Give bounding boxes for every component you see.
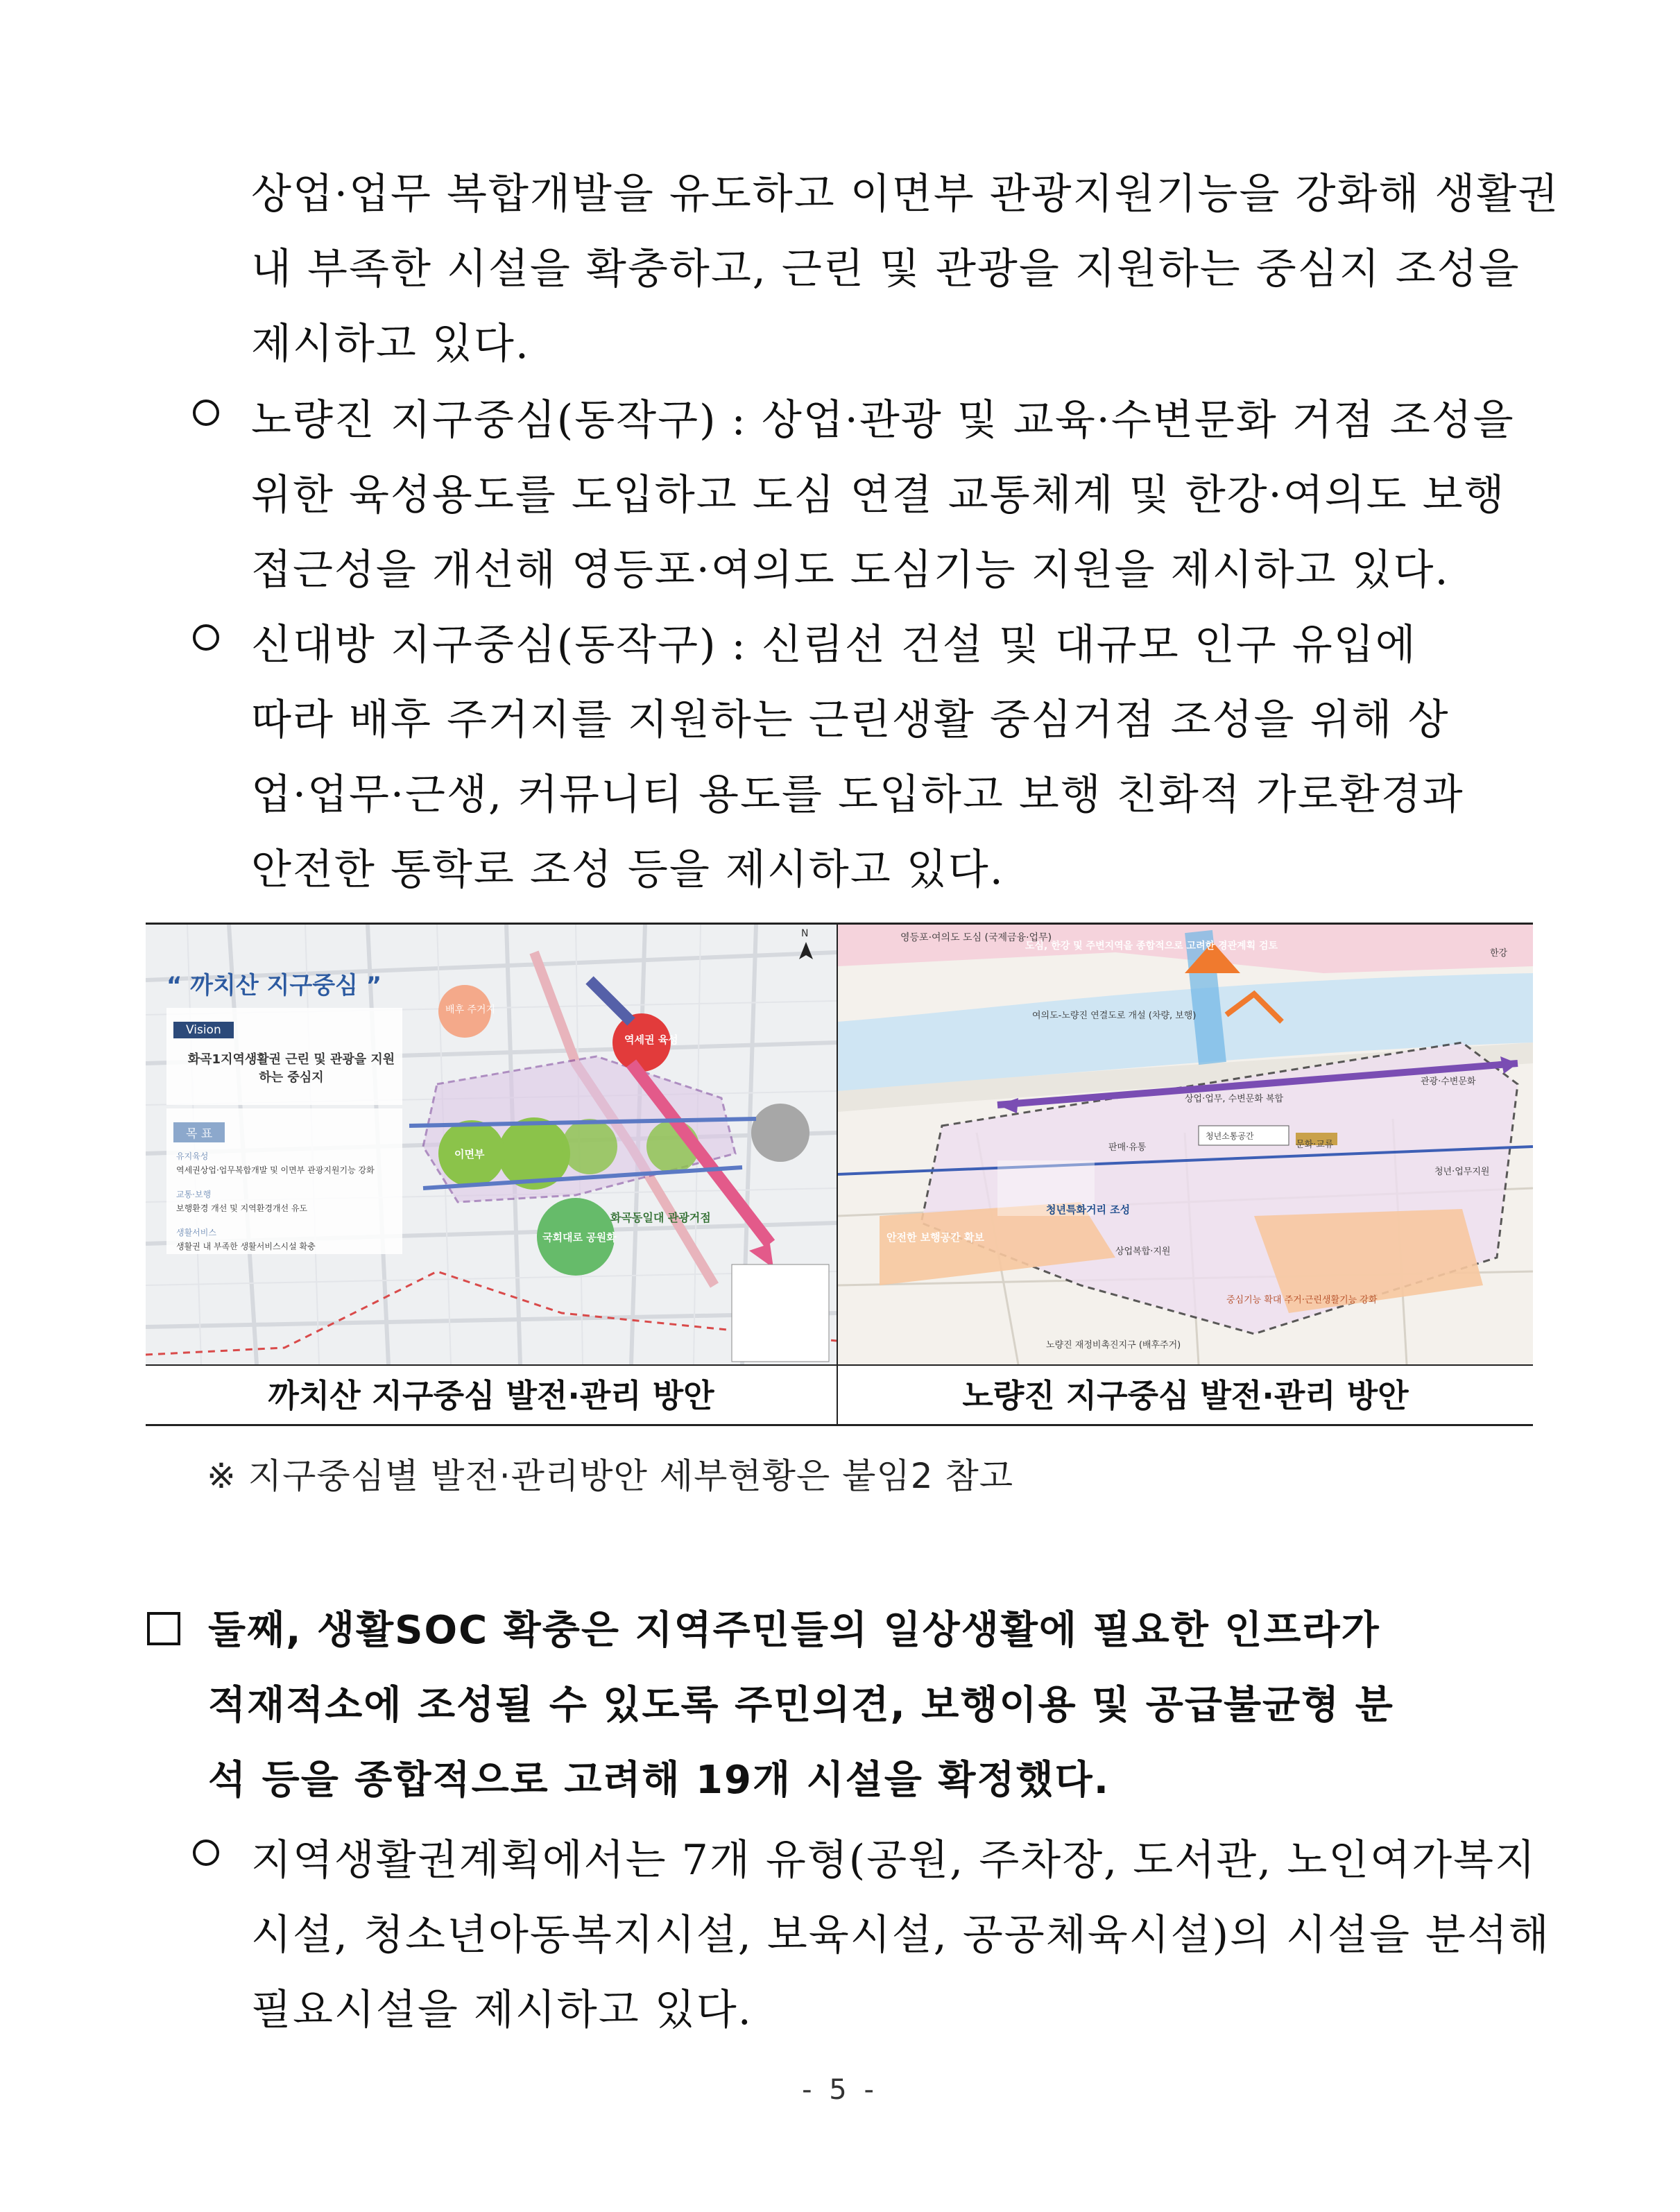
map-label: 여의도-노량진 연결도로 개설 (차량, 보행)	[1032, 1011, 1197, 1021]
text-line: 업·업무·근생, 커뮤니티 용도를 도입하고 보행 친화적 가로환경과	[251, 771, 1464, 819]
node-residential: 배후 주거지	[445, 1004, 496, 1015]
map-label: 노량진 재정비촉진지구 (배후주거)	[1046, 1340, 1181, 1351]
goals-tag: 목 표	[173, 1122, 225, 1142]
figure-table	[146, 923, 1533, 1426]
text-line: 안전한 통학로 조성 등을 제시하고 있다.	[251, 846, 1004, 894]
section-line: 석 등을 종합적으로 고려해 19개 시설을 확정했다.	[208, 1758, 1111, 1803]
vision-text: 화곡1지역생활권 근린 및 관광을 지원하는 중심지	[187, 1052, 395, 1085]
noryangjin-map-graphic	[838, 925, 1533, 1364]
text-line: 신대방 지구중심(동작구) : 신림선 건설 및 대규모 인구 유입에	[251, 621, 1417, 669]
map-label: 판매·유통	[1108, 1142, 1147, 1153]
map-title: “ 까치산 지구중심 ”	[166, 972, 382, 1000]
goal-text: 보행환경 개선 및 지역환경개선 유도	[176, 1203, 308, 1213]
map-label: 상업복합·지원	[1115, 1246, 1171, 1257]
caption-kkachisan: 까치산 지구중심 발전·관리 방안	[268, 1377, 714, 1414]
map-label: 상업·업무, 수변문화 복합	[1185, 1094, 1284, 1104]
reference-note: ※ 지구중심별 발전·관리방안 세부현황은 붙임2 참고	[207, 1456, 1014, 1496]
north-arrow-icon: N	[801, 928, 809, 939]
map-label: 청년특화거리 조성	[1046, 1203, 1131, 1216]
vision-tag: Vision	[173, 1022, 234, 1038]
map-label: 한강	[1490, 948, 1508, 959]
map-label: 도심, 한강 및 주변지역을 종합적으로 고려한 경관계획 검토	[1025, 941, 1278, 952]
text-line: 지역생활권계획에서는 7개 유형(공원, 주차장, 도서관, 노인여가복지	[251, 1836, 1537, 1885]
text-line: 필요시설을 제시하고 있다.	[251, 1986, 753, 2034]
circle-bullet-icon	[193, 400, 219, 426]
text-line: 접근성을 개선해 영등포·여의도 도심기능 지원을 제시하고 있다.	[251, 546, 1450, 594]
map-label: 중심기능 확대 주거·근린생활기능 강화	[1226, 1295, 1378, 1305]
map-label: 영등포·여의도 도심 (국제금융·업무)	[900, 932, 1052, 943]
section-line: 적재적소에 조성될 수 있도록 주민의견, 보행이용 및 공급불균형 분	[208, 1683, 1394, 1728]
square-bullet-icon	[147, 1612, 180, 1645]
noryangjin-map	[838, 925, 1533, 1364]
section-line: 둘째, 생활SOC 확충은 지역주민들의 일상생활에 필요한 인프라가	[208, 1608, 1380, 1653]
map-label: 문화·교류	[1296, 1140, 1334, 1150]
goal-tag: 생활서비스	[176, 1228, 216, 1237]
text-line: 따라 배후 주거지를 지원하는 근린생활 중심거점 조성을 위해 상	[251, 696, 1450, 744]
text-line: 노량진 지구중심(동작구) : 상업·관광 및 교육·수변문화 거점 조성을	[251, 396, 1515, 445]
node-station: 역세권 육성	[624, 1034, 678, 1046]
text-line: 위한 육성용도를 도입하고 도심 연결 교통체계 및 한강·여의도 보행	[251, 471, 1506, 520]
text-line: 시설, 청소년아동복지시설, 보육시설, 공공체육시설)의 시설을 분석해	[251, 1911, 1550, 1960]
node-hwagok: 화곡동일대 관광거점	[610, 1211, 711, 1224]
figure-caption-row	[146, 1364, 1533, 1425]
goal-text: 역세권상업·업무복합개발 및 이면부 관광지원기능 강화	[176, 1165, 375, 1175]
map-label: 청년소통공간	[1206, 1131, 1254, 1141]
text-line: 내 부족한 시설을 확충하고, 근린 및 관광을 지원하는 중심지 조성을	[251, 245, 1520, 293]
node-back: 이면부	[454, 1148, 485, 1160]
circle-bullet-icon	[193, 624, 219, 651]
goal-text: 생활권 내 부족한 생활서비스시설 확충	[176, 1242, 316, 1251]
map-label: 청년·업무지원	[1434, 1167, 1490, 1177]
caption-noryangjin: 노량진 지구중심 발전·관리 방안	[962, 1377, 1409, 1414]
circle-bullet-icon	[193, 1840, 219, 1866]
goal-tag: 교통·보행	[176, 1190, 212, 1199]
kkachisan-map	[146, 925, 837, 1364]
goal-tag: 유지육성	[176, 1151, 209, 1161]
map-label: 안전한 보행공간 확보	[886, 1231, 984, 1244]
text-line: 상업·업무 복합개발을 유도하고 이면부 관광지원기능을 강화해 생활권	[251, 170, 1560, 218]
text-line: 제시하고 있다.	[251, 320, 530, 368]
node-park: 국회대로 공원화	[542, 1231, 617, 1244]
map-label: 관광·수변문화	[1421, 1077, 1476, 1087]
page-number: - 5 -	[802, 2074, 878, 2106]
